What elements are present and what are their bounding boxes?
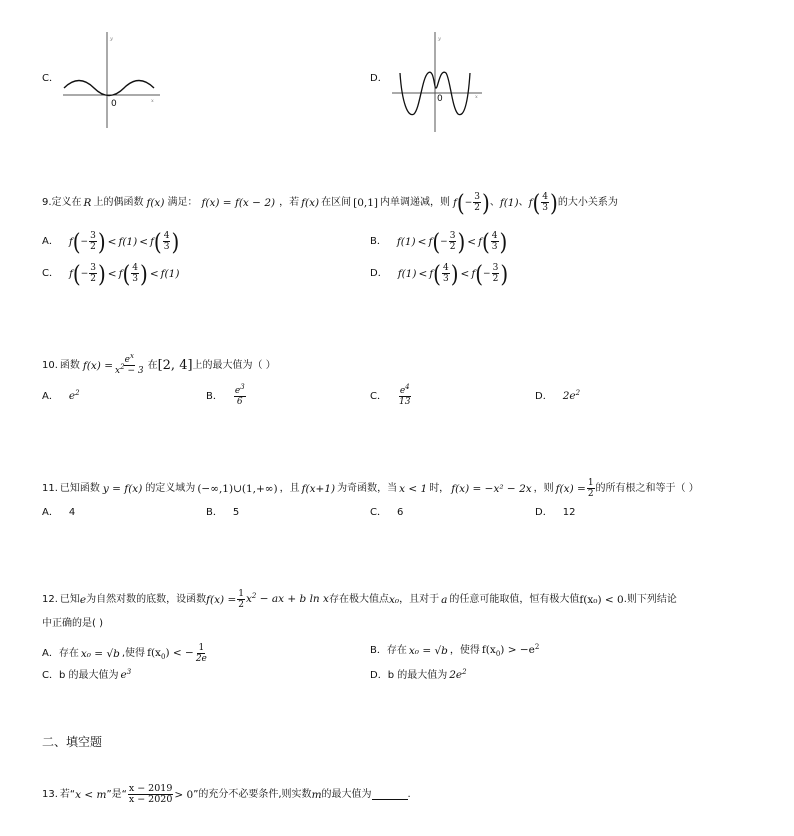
math-text: x < m: [75, 788, 107, 801]
c-curve: [64, 81, 154, 96]
math-text: <: [107, 267, 117, 280]
math-text: 3: [491, 242, 498, 252]
math-text: (: [481, 227, 490, 256]
q12-number: 12.: [42, 593, 58, 605]
math-text: ，且: [279, 482, 300, 494]
math-text: [195, 643, 208, 664]
q12-stem: [42, 589, 677, 610]
math-text: y = f(x): [102, 482, 143, 495]
math-text: f(x): [146, 196, 165, 209]
math-text: f(x) =: [82, 359, 114, 372]
math-text: x − 2020: [128, 794, 173, 805]
math-text: (: [72, 227, 81, 256]
math-text: f(1): [118, 235, 138, 248]
math-text: f: [478, 235, 482, 248]
math-text: 2: [90, 274, 96, 284]
math-text: (: [72, 259, 81, 288]
math-text: f(x₀) < 0: [579, 593, 624, 606]
d-x-label: x: [475, 94, 478, 100]
math-text: <: [417, 235, 427, 248]
math-text: C．: [42, 267, 59, 279]
math-text: A．: [42, 507, 59, 518]
math-text: 0: [160, 653, 166, 661]
math-text: A．: [42, 390, 59, 402]
math-text: [2, 4]: [157, 357, 193, 373]
math-text: f(x+1): [301, 482, 336, 495]
math-text: 2: [474, 203, 481, 213]
math-text: <: [418, 267, 428, 280]
math-text: −: [464, 197, 473, 208]
math-text: 3: [442, 274, 449, 284]
math-text: 、: [489, 196, 500, 208]
math-text: 6: [236, 397, 243, 407]
math-text: [491, 231, 499, 252]
math-text: f: [150, 235, 154, 248]
math-text: $e^3$: [234, 383, 245, 396]
math-text: f(x) = −x² − 2x: [451, 482, 532, 495]
option-c-graph: [60, 28, 170, 130]
q13-number: 13.: [42, 788, 58, 800]
math-text: 13: [398, 397, 411, 407]
math-text: (: [456, 188, 465, 217]
math-text: ): [482, 188, 490, 217]
math-text: 2: [238, 600, 244, 610]
q9-option-a[interactable]: [42, 227, 180, 256]
math-text: f: [68, 267, 73, 280]
math-text: C．: [370, 507, 387, 518]
math-text: m: [311, 788, 322, 801]
math-text: <: [107, 235, 117, 248]
math-text: ，若: [279, 196, 300, 208]
math-text: 函数: [59, 359, 80, 371]
q11-option-c[interactable]: [370, 506, 403, 520]
math-text: $e^2$: [68, 389, 80, 402]
math-text: 为自然对数的底数，设函数: [86, 593, 207, 605]
math-text: −: [440, 236, 448, 247]
q12-stem-line2: 中正确的是( ): [42, 618, 103, 629]
math-text: f(x) =: [555, 482, 586, 495]
math-text: 3: [542, 203, 549, 213]
math-text: 的大小关系为: [557, 196, 618, 208]
math-text: ”的充分不必要条件,则实数: [193, 788, 312, 800]
math-text: f(1): [160, 267, 180, 280]
math-text: x₀ = √b: [408, 644, 448, 657]
c-x-label: x: [151, 98, 154, 104]
math-text: [89, 231, 97, 252]
math-text: B．: [206, 507, 223, 518]
q12-option-b[interactable]: [370, 643, 539, 658]
math-text: ,使得: [121, 647, 146, 659]
q11-stem: [42, 478, 699, 499]
math-text: $e^3$: [120, 668, 132, 681]
math-text: 在区间: [321, 196, 352, 208]
math-text: −: [483, 268, 491, 279]
math-text: 0: [495, 650, 501, 658]
math-text: B．: [206, 390, 223, 402]
math-text: 、: [518, 196, 529, 208]
math-text: 1: [587, 478, 594, 488]
math-text: [541, 192, 549, 213]
q9-stem: [42, 188, 618, 217]
d-y-label: y: [438, 36, 441, 42]
math-text: ”是“: [106, 788, 127, 800]
math-text: 2: [251, 592, 257, 600]
math-text: ): [97, 227, 106, 256]
q9-equation: f(x) = f(x − 2): [201, 196, 276, 209]
q11-option-a[interactable]: [42, 506, 75, 520]
math-text: 4: [442, 263, 449, 273]
math-text: R: [83, 196, 92, 209]
math-text: 的最大值为: [321, 788, 372, 800]
math-text: −: [80, 236, 89, 247]
math-text: [587, 478, 595, 499]
math-text: $x^2 - 3$: [115, 363, 144, 376]
math-text: ，使得: [449, 644, 480, 656]
math-text: (: [122, 259, 131, 288]
math-text: C．: [370, 390, 387, 402]
math-text: f: [428, 235, 433, 248]
math-text: a: [441, 593, 448, 606]
math-text: [0,1]: [353, 196, 379, 209]
q10-option-a[interactable]: [42, 389, 80, 404]
math-text: $x^2$ − ax + b ln x: [246, 592, 329, 605]
q10-option-b[interactable]: [206, 383, 247, 407]
math-text: <: [139, 235, 149, 248]
math-text: 若“: [59, 788, 76, 800]
math-text: 的所有根之和等于（ ）: [595, 482, 699, 494]
math-text: C．b 的最大值为: [42, 669, 119, 681]
math-text: (: [153, 227, 162, 256]
math-text: 上的最大值为（ ）: [192, 359, 276, 371]
math-text: x: [130, 352, 134, 360]
math-text: 3: [492, 263, 499, 273]
math-text: 6: [396, 507, 404, 518]
math-text: 4: [542, 192, 549, 202]
math-text: 已知: [59, 593, 80, 605]
math-text: 2: [462, 668, 467, 676]
math-text: 内单调递减，则: [380, 196, 451, 208]
q9-option-d[interactable]: [370, 259, 509, 288]
math-text: f(1): [396, 235, 416, 248]
math-text: (−∞,1)∪(1,+∞): [197, 482, 278, 495]
d-origin: 0: [437, 94, 443, 104]
math-text: f: [528, 196, 533, 209]
math-text: x₀ = √b: [80, 647, 120, 660]
math-text: 4: [68, 507, 76, 518]
math-text: <: [460, 267, 470, 280]
q9-option-c[interactable]: [42, 259, 180, 288]
math-text: f(x): [301, 196, 320, 209]
math-text: D．b 的最大值为: [370, 669, 448, 681]
math-text: 5: [232, 507, 240, 518]
math-text: [234, 383, 246, 407]
math-text: .: [407, 788, 411, 800]
math-text: [128, 784, 174, 805]
math-text: B．: [370, 235, 387, 247]
c-origin: 0: [111, 99, 117, 109]
math-text: 4: [491, 231, 498, 241]
math-text: ，则: [533, 482, 554, 494]
q11-option-b[interactable]: [206, 506, 239, 520]
math-text: f: [118, 267, 123, 280]
math-text: 3: [240, 383, 245, 391]
math-text: <: [467, 235, 477, 248]
math-text: ，且对于: [399, 593, 440, 605]
math-text: $f(x_0) > -e^2$: [481, 643, 540, 658]
math-text: 为奇函数，当: [337, 482, 398, 494]
math-text: 2e: [195, 654, 207, 664]
math-text: 的定义域为: [145, 482, 196, 494]
q10-option-c[interactable]: [370, 383, 412, 407]
math-text: > 0: [174, 788, 194, 801]
math-text: 2: [75, 389, 80, 397]
math-text: 3: [132, 274, 139, 284]
math-text: ): [97, 259, 106, 288]
math-text: 2: [449, 242, 456, 252]
math-text: x − 2019: [128, 783, 173, 794]
math-text: 在: [147, 359, 158, 371]
math-text: 时，: [429, 482, 450, 494]
math-text: x < 1: [399, 482, 428, 495]
math-text: f: [68, 235, 73, 248]
c-y-label: y: [110, 36, 113, 42]
math-text: ): [450, 259, 459, 288]
math-text: 3: [163, 242, 170, 252]
math-text: 的任意可能取值，恒有极大值: [449, 593, 580, 605]
math-text: f(1): [397, 267, 417, 280]
option-d-label: D．: [370, 73, 388, 84]
math-text: 4: [163, 231, 170, 241]
math-text: ): [550, 188, 558, 217]
math-text: 2: [534, 643, 540, 651]
q9-option-b[interactable]: [370, 227, 508, 256]
option-d-graph: [388, 28, 488, 134]
math-text: 定义在: [51, 196, 82, 208]
math-text: .则下列结论: [623, 593, 677, 605]
math-text: f(x) =: [206, 593, 237, 606]
section-title: 二、填空题: [42, 735, 103, 749]
math-text: 2: [575, 389, 581, 397]
math-text: [163, 231, 171, 252]
math-text: 1: [238, 589, 244, 599]
math-text: ): [500, 259, 509, 288]
math-text: D．: [535, 390, 553, 402]
q12-option-a[interactable]: [42, 643, 209, 664]
math-text: ): [457, 227, 466, 256]
q10-stem: [42, 352, 276, 376]
math-text: $2e^2$: [562, 389, 581, 402]
q10-option-d[interactable]: [535, 389, 580, 404]
math-text: 12: [562, 507, 576, 518]
math-text: ): [499, 227, 508, 256]
math-text: $e^4$: [399, 383, 410, 396]
math-text: [492, 263, 500, 284]
q10-number: 10.: [42, 359, 58, 371]
math-text: [114, 352, 145, 376]
math-text: (: [433, 259, 441, 288]
math-text: 4: [405, 383, 410, 391]
math-text: 存在极大值点: [328, 593, 389, 605]
math-text: 3: [474, 192, 481, 202]
math-text: B．存在: [370, 644, 407, 656]
math-text: [442, 263, 450, 284]
math-text: $f(x_0)$ < −: [147, 647, 194, 661]
q13-stem: [42, 784, 411, 805]
math-text: −: [80, 268, 89, 279]
math-text: 1: [198, 643, 205, 653]
math-text: 3: [449, 231, 456, 241]
math-text: 2: [120, 363, 125, 371]
math-text: [237, 589, 245, 610]
math-text: 上的偶函数: [93, 196, 144, 208]
math-text: [89, 263, 97, 284]
math-text: [449, 231, 457, 252]
math-text: f: [429, 267, 434, 280]
math-text: A．: [42, 235, 59, 247]
math-text: 2: [587, 489, 594, 499]
math-text: <: [149, 267, 159, 280]
math-text: D．: [370, 267, 388, 279]
math-text: 2: [90, 242, 96, 252]
math-text: A．存在: [42, 647, 79, 659]
math-text: 3: [126, 668, 132, 676]
math-text: [131, 263, 139, 284]
math-text: x₀: [388, 593, 400, 606]
math-text: f: [453, 196, 457, 209]
math-text: ): [171, 227, 180, 256]
math-text: 满足：: [167, 196, 198, 208]
q9-number: 9.: [42, 196, 52, 208]
math-text: 3: [90, 231, 96, 241]
math-text: $e^x$: [124, 352, 134, 365]
option-c-label: C．: [42, 73, 59, 84]
q12-option-d[interactable]: [370, 668, 467, 683]
math-text: f: [471, 267, 476, 280]
math-text: 2: [492, 274, 499, 284]
math-text: e: [79, 593, 87, 606]
q11-option-d[interactable]: [535, 506, 575, 520]
math-text: ): [140, 259, 148, 288]
math-text: D．: [535, 507, 553, 518]
math-text: [398, 383, 411, 407]
q11-number: 11.: [42, 482, 58, 494]
math-text: 4: [132, 263, 139, 273]
math-text: f(1): [499, 196, 519, 209]
math-text: [473, 192, 481, 213]
math-text: (: [432, 227, 441, 256]
math-text: 已知函数: [59, 482, 100, 494]
math-text: (: [475, 259, 484, 288]
math-text: 3: [90, 263, 96, 273]
math-text: $2e^2$: [449, 668, 467, 681]
q13-answer-blank[interactable]: [372, 789, 408, 800]
math-text: (: [532, 188, 541, 217]
q12-option-c[interactable]: [42, 668, 131, 683]
